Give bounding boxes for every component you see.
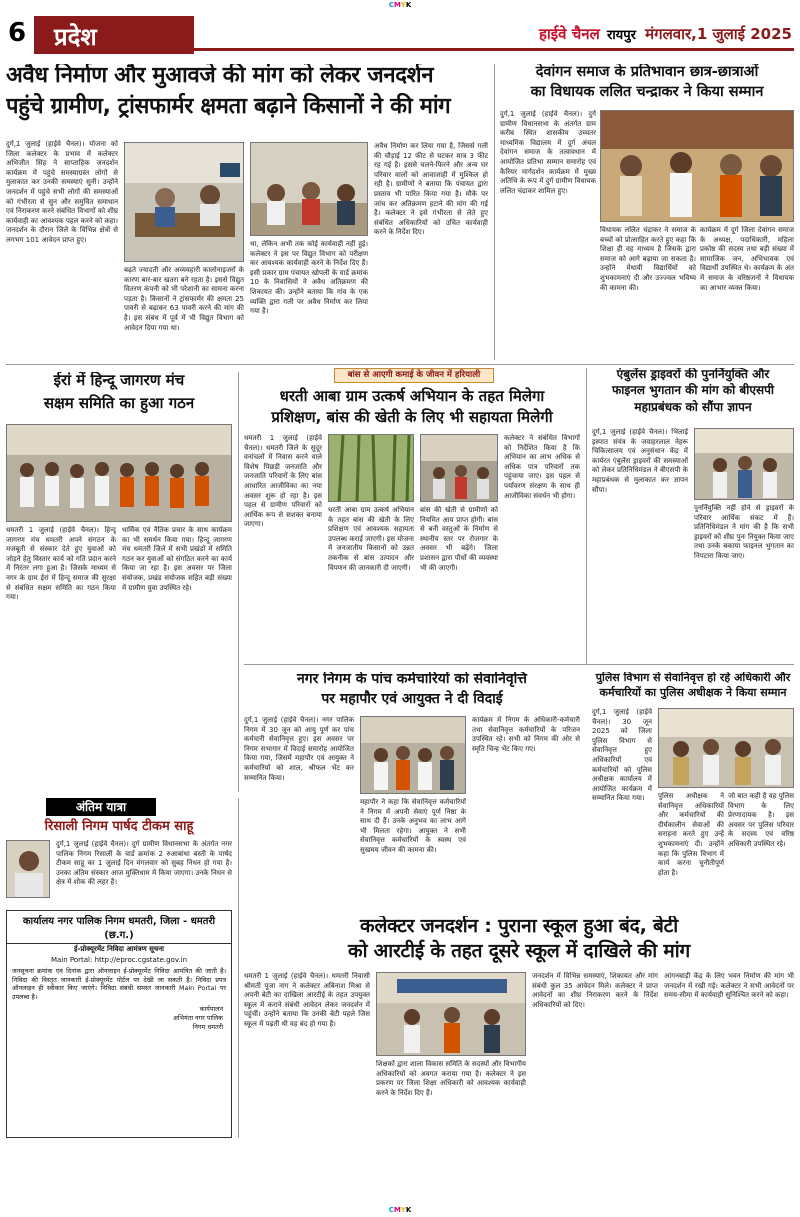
jandarshan-photo-icon <box>125 143 244 262</box>
article-headline: अवैध निर्माण और मुआवजे की मांग को लेकर जनदर्शन पहुंचे ग्रामीण, ट्रांसफार्मर क्षमता बढ़ाने किसानों ने की मांग <box>6 64 451 119</box>
article-headline: धरती आबा ग्राम उत्कर्ष अभियान के तहत मिलेगा प्रशिक्षण, बांस की खेती के लिए भी सहायता मिलेगी <box>271 387 553 426</box>
article-body-col3: बांस की खेती से ग्रामीणों को नियमित आय प्राप्त होगी। बांस से बनी वस्तुओं के निर्माण से स्थानीय स्तर पर रोजगार के अवसर भी बढ़ेंगे। जिला प्रशासन द्वारा पौधों की व्यवस्था भी की जाएगी। <box>420 506 498 572</box>
article-body-col4: आंगनबाड़ी केंद्र के लिए भवन निर्माण की मांग भी जनदर्शन में रखी गई। कलेक्टर ने सभी आवेदनों पर समय-सीमा में कार्यवाही सुनिश्चित करने को कहा। <box>664 972 794 1000</box>
article-body-col3: कार्यक्रम में दुर्ग जिला देवांगन समाज के अध्यक्ष, पदाधिकारी, महिला प्रकोष्ठ की सदस्य तथा बड़ी संख्या में सामाजिक जन, अभिभावक एवं विद्यार्थी उपस्थित थे। कार्यक्रम के अंत में समाज के वरिष्ठजनों ने विधायक का आभार व्यक्त किया। <box>700 226 794 292</box>
article-body-col2: बढ़ते ज्यादती और अव्यवहारी कालोनाइजरों के कारण बार-बार खतरा बने रहता है। इससे विद्युत वितरण कंपनी को भी परेशानी का सामना करना पड़ता है। किसानों ने ट्रांसफार्मर की क्षमता 25 पावरी से बढ़ाकर 63 पावरी करने की मांग की है। इस संबंध में पूर्व में भी विद्युत विभाग को आवेदन दिया गया था। <box>124 266 244 332</box>
article-body-col1: धमतरी 1 जुलाई (हाईवे चैनल)। धमतरी निवासी श्रीमती पूजा नाग ने कलेक्टर अबिनाश मिश्रा से अपनी बेटी का दाखिला आरटीई के तहत उपयुक्त स्कूल में कराने संबंधी आवेदन लेकर जनदर्शन में पहुंचीं। उन्होंने बताया कि उनकी बेटी पहले जिस स्कूल में पढ़ती थी वह बंद हो गया है। <box>244 972 370 1028</box>
page-header <box>0 12 800 58</box>
article-photo <box>6 424 232 522</box>
article-body-col2: विधायक ललित चंद्राकर ने समाज के बच्चों को प्रोत्साहित करते हुए कहा कि शिक्षा ही वह माध्यम है जिसके द्वारा समाज को आगे बढ़ाया जा सकता है। उन्होंने मेधावी विद्यार्थियों को शुभकामनाएं दी और उज्ज्वल भविष्य की कामना की। <box>600 226 696 292</box>
article-headline: कलेक्टर जनदर्शन : पुराना स्कूल हुआ बंद, बेटी को आरटीई के तहत दूसरे स्कूल में दाखिले की मांग <box>348 916 690 963</box>
column-rule <box>238 372 239 792</box>
article-body-col1: दुर्ग,1 जुलाई (हाईवे चैनल)। योजना को जिला कलेक्टर के प्रभाव में कलेक्टर अभिजीत सिंह ने साप्ताहिक जनदर्शन कार्यक्रम में पहुंचे समस्याग्रस्त लोगों से मुलाकात कर उनकी समस्याएं सुनी। उन्होंने जनदर्शन में पहुंचे सभी लोगों की समस्याओं को गंभीरता से सुन और समुचित समाधान एवं निराकरण करने संबंधित विभागों को शीघ्र कार्यवाही का आवश्यक पहल करने को कहा। जनदर्शन के दौरान जिले के विभिन्न क्षेत्रों से लगभग 101 आवेदन प्राप्त हुए। <box>6 140 118 244</box>
article-photo <box>360 716 466 794</box>
cmyk-marker-top: CMYK <box>388 1 412 9</box>
section-banner <box>34 16 194 54</box>
article-photo <box>658 708 794 788</box>
column-rule <box>238 798 239 1138</box>
column-rule <box>586 368 587 664</box>
article-rte-admission <box>244 916 794 1138</box>
section-title: प्रदेश <box>54 23 97 51</box>
obituary-tag: अंतिम यात्रा <box>46 798 156 816</box>
article-ambulance-drivers <box>592 368 794 664</box>
article-photo <box>376 972 526 1056</box>
notice-title: कार्यालय नगर पालिक निगम धमतरी, जिला - धमतरी (छ.ग.) <box>7 911 231 944</box>
hall-photo-icon <box>251 143 368 236</box>
training-photo-icon <box>421 435 498 502</box>
notice-portal: Main Portal: http://eproc.cgstate.gov.in <box>50 956 188 964</box>
collectorate-photo-icon <box>377 973 526 1056</box>
article-headline: नगर निगम के पांच कर्मचारियों को सेवानिवृत्ति पर महापौर एवं आयुक्त ने दी विदाई <box>297 672 527 707</box>
article-body-col3: था, लेकिन अभी तक कोई कार्यवाही नहीं हुई। कलेक्टर ने इस पर विद्युत विभाग को परीक्षण कर आवश्यक कार्यवाही करने के निर्देश दिए हैं। इसी प्रकार ग्राम पंचायत खोपली के वार्ड क्रमांक 10 के निवासियों ने अवैध अतिक्रमण की शिकायत की। उन्होंने बताया कि गांव के एक व्यक्ति द्वारा गली पर अवैध निर्माण कर लिया गया है। <box>250 240 368 316</box>
article-body-col4: कलेक्टर ने संबंधित विभागों को निर्देशित किया है कि अभियान का लाभ अधिक से अधिक पात्र परिवारों तक पहुंचाया जाए। इस पहल से पर्यावरण संरक्षण के साथ ही आजीविका संवर्धन भी होगा। <box>504 434 580 500</box>
article-body-col3: जो बात कही है वह पुलिस विभाग के लिए प्रेरणादायक है। इस अवसर पर पुलिस परिवार के सदस्य एवं वरिष्ठ अधिकारी उपस्थित रहे। <box>728 792 794 848</box>
farewell-photo-icon <box>361 717 466 794</box>
page-number: 6 <box>8 18 27 48</box>
article-headline: ईरां में हिन्दू जागरण मंच सक्षम समिति का हुआ गठन <box>43 372 195 412</box>
article-headline: एंबुलेंस ड्राइवरों की पुनर्नियुक्ति और फाइनल भुगतान की मांग को बीएसपी महाप्रबंधक को सौंपा ज्ञापन <box>611 368 775 414</box>
notice-signature: कार्यपालन अभियंता नगर पालिक निगम धमतरी <box>172 1005 223 1031</box>
row-rule <box>244 664 794 665</box>
obituary-portrait <box>6 840 50 898</box>
article-headline: रिसाली निगम पार्षद टीकम साहू <box>44 819 194 834</box>
article-tag: बांस से आएगी कमाई के जीवन में हरियाली <box>334 368 494 383</box>
article-dharti-aaba <box>244 368 580 660</box>
article-photo <box>328 434 414 502</box>
article-headline: पुलिस विभाग से सेवानिवृत्त हो रहे अधिकारी और कर्मचारियों का पुलिस अधीक्षक ने किया सम्मान <box>595 672 791 700</box>
article-body-col1: दुर्ग,1 जुलाई (हाईवे चैनल)। नगर पालिक निगम में 30 जून को आयु पूर्ण कर पांच कर्मचारी सेवानिवृत्त हुए। इस अवसर पर निगम सभागार में विदाई समारोह आयोजित किया गया, जिसमें महापौर एवं आयुक्त ने कर्मचारियों को शाल, श्रीफल भेंट कर सम्मानित किया। <box>244 716 354 782</box>
article-jandarshan-durg <box>6 64 488 360</box>
article-body-col3: जनदर्शन में विभिन्न समस्याएं, शिकायत और मांग संबंधी कुल 35 आवेदन मिले। कलेक्टर ने प्राप्त आवेदनों का शीघ्र निराकरण करने के निर्देश अधिकारियों को दिए। <box>532 972 658 1009</box>
article-headline: देवांगन समाज के प्रतिभावान छात्र-छात्राओं का विधायक ललित चन्द्राकर ने किया सम्मान <box>530 64 764 101</box>
group-photo-icon <box>7 425 232 522</box>
issue-date: मंगलवार,1 जुलाई 2025 <box>645 25 792 43</box>
article-photo-2 <box>250 142 368 236</box>
notice-subtitle: ई-प्रोक्यूरमेंट निविदा आमंत्रण सूचना <box>74 945 164 953</box>
article-devangan-samaj <box>500 64 794 360</box>
article-body-col2: पुलिस अधीक्षक ने सेवानिवृत्त अधिकारियों और कर्मचारियों की दीर्घकालीन सेवाओं की सराहना करते हुए उन्हें शुभकामनाएं दी। उन्होंने कहा कि पुलिस विभाग में कार्य करना चुनौतीपूर्ण होता है। <box>658 792 724 877</box>
article-hindu-jagran-manch <box>6 372 232 792</box>
article-body-col2: महापौर ने कहा कि सेवानिवृत्त कर्मचारियों ने निगम में अपनी सेवाएं पूर्ण निष्ठा के साथ दी हैं। उनके अनुभव का लाभ आगे भी मिलता रहेगा। आयुक्त ने सभी सेवानिवृत्त कर्मचारियों के स्वस्थ एवं सुखमय जीवन की कामना की। <box>360 798 466 854</box>
portrait-icon <box>7 841 50 898</box>
article-obituary <box>6 798 232 906</box>
article-body-col1: दुर्ग,1 जुलाई (हाईवे चैनल)। 30 जून 2025 को जिला पुलिस विभाग से सेवानिवृत्त हुए अधिकारियों एवं कर्मचारियों को पुलिस अधीक्षक कार्यालय में आयोजित कार्यक्रम में सम्मानित किया गया। <box>592 708 652 803</box>
article-photo <box>124 142 244 262</box>
notice-text: जनसूचना क्रमांक एवं दिनांक द्वारा ऑनलाइन ई-प्रोक्यूरमेंट निविदा आमंत्रित की जाती है। निविदा की विस्तृत जानकारी ई-प्रोक्यूरमेंट पोर्टल पर देखी जा सकती है। निविदा प्रपत्र ऑनलाइन ही स्वीकार किए जाएंगे। निविदा संबंधी समस्त जानकारी Main Portal पर उपलब्ध है। <box>12 967 226 1001</box>
article-body-col4: अवैध निर्माण कर लिया गया है, जिससे गली की चौड़ाई 12 फीट से घटकर मात्र 3 फीट रह गई है। इससे चलने-फिरने और अन्य घर परिवार वालों को आवाजाही में मुश्किल हो रही है। ग्रामीणों ने बताया कि पंचायत द्वारा प्रस्ताव भी पारित किया गया है। मौके पर जांच कर अतिक्रमण हटाने की मांग की गई है। कलेक्टर ने इसे गंभीरता से लेते हुए संबंधित अधिकारियों को उचित कार्यवाही करने के निर्देश दिए। <box>374 142 488 237</box>
article-body-col2: धरती आबा ग्राम उत्कर्ष अभियान के तहत बांस की खेती के लिए प्रशिक्षण एवं आवश्यक सहायता उपलब्ध कराई जाएगी। इस योजना में जनजातीय किसानों को उन्नत तकनीक से बांस उत्पादन और विपणन की जानकारी दी जाएगी। <box>328 506 414 572</box>
cmyk-marker-bottom: CMYK <box>388 1206 412 1214</box>
column-rule <box>494 64 495 360</box>
article-body-col1: दुर्ग,1 जुलाई (हाईवे चैनल)। भिलाई इस्पात संयंत्र के जवाहरलाल नेहरू चिकित्सालय एवं अनुसंधान केंद्र में कार्यरत एंबुलेंस ड्राइवरों की समस्याओं को लेकर प्रतिनिधिमंडल ने बीएसपी के महाप्रबंधक से मुलाकात कर ज्ञापन सौंपा। <box>592 428 688 494</box>
article-nagar-nigam-retirement <box>244 672 580 910</box>
article-photo <box>694 428 794 500</box>
article-body-col2: शिक्षकों द्वारा शाला विकास समिति के सदस्यों और विभागीय अधिकारियों को अवगत कराया गया है। कलेक्टर ने इस प्रकरण पर जिला शिक्षा अधिकारी को आवश्यक कार्यवाही करने के निर्देश दिए हैं। <box>376 1060 526 1097</box>
header-rule <box>194 48 794 51</box>
article-body-col2: धार्मिक एवं नैतिक प्रचार के साथ कार्यक्रम का भी समर्थन किया गया। हिन्दू जागरण मंच धमतरी जिले में सभी प्रखंडों में समिति गठन कर युवाओं को संगठित करने का कार्य किया जा रहा है। इस अवसर पर जिला संयोजक, प्रखंड संयोजक सहित बड़ी संख्या में ग्रामीण युवा उपस्थित रहे। <box>122 526 232 592</box>
article-photo <box>600 110 794 222</box>
city-name: रायपुर <box>607 28 636 43</box>
article-body-col1: धमतरी 1 जुलाई (हाईवे चैनल)। हिन्दू जागरण मंच धमतरी अपने संगठन के मजबूती से संस्कार देते हुए युवाओं को जोड़ने हेतु विस्तार कार्य को गति प्रदान करने में निरंतर लगा हुआ है। जिसके माध्यम से नगर के ग्राम ईरां में हिन्दू समाज की सुरक्षा से संबंधित सक्षम समिति का गठन किया गया। <box>6 526 116 602</box>
masthead <box>539 24 792 44</box>
article-body-col3: कार्यक्रम में निगम के अधिकारी-कर्मचारी तथा सेवानिवृत्त कर्मचारियों के परिजन उपस्थित रहे। सभी को निगम की ओर से स्मृति चिन्ह भेंट किए गए। <box>472 716 580 753</box>
felicitation-photo-icon <box>601 111 794 222</box>
bamboo-photo-icon <box>329 435 414 502</box>
tender-notice <box>6 910 232 1138</box>
article-body-col1: दुर्ग,1 जुलाई (हाईवे चैनल)। दुर्ग ग्रामीण विधानसभा के अंतर्गत ग्राम करीब स्थित शासकीय उच्चतर माध्यमिक विद्यालय में दुर्ग अंचल देवांगन समाज के तत्वावधान में आयोजित प्रतिभा सम्मान समारोह एवं कैरियर मार्गदर्शन कार्यक्रम में मुख्य अतिथि के रूप में दुर्ग ग्रामीण विधायक ललित चंद्राकर शामिल हुए। <box>500 110 596 195</box>
brand-name: हाईवे चैनल <box>538 25 600 43</box>
article-body-col2: पुनर्नियुक्ति नहीं होने से ड्राइवरों के परिवार आर्थिक संकट में हैं। प्रतिनिधिमंडल ने मांग की है कि सभी ड्राइवरों को शीघ्र पुनः नियुक्त किया जाए तथा उनके बकाया फाइनल भुगतान का निपटारा किया जाए। <box>694 504 794 560</box>
row-rule <box>6 364 794 365</box>
memorandum-photo-icon <box>695 429 794 500</box>
article-body-col1: धमतरी 1 जुलाई (हाईवे चैनल)। धमतरी जिले के सुदूर वनांचलों में निवास करने वाले विशेष पिछड़ी जनजाति और जनजाति परिवारों के लिए बांस आधारित आजीविका का नया अवसर शुरू हो रहा है। इस पहल से ग्रामीण परिवारों को आर्थिक रूप से सशक्त बनाया जाएगा। <box>244 434 322 529</box>
police-photo-icon <box>659 709 794 788</box>
article-photo-2 <box>420 434 498 502</box>
article-body: दुर्ग,1 जुलाई (हाईवे चैनल)। दुर्ग ग्रामीण विधानसभा के अंतर्गत नगर पालिक निगम रिसाली के वार्ड क्रमांक 2 रुआबांधा बस्ती के पार्षद टीकम साहू का 1 जुलाई दिन मंगलवार को सुबह निधन हो गया है। उनका अंतिम संस्कार आज मुक्तिधाम में किया जाएगा। उनके निधन से क्षेत्र में शोक की लहर है। <box>56 840 232 887</box>
article-police-retirement <box>592 672 794 910</box>
